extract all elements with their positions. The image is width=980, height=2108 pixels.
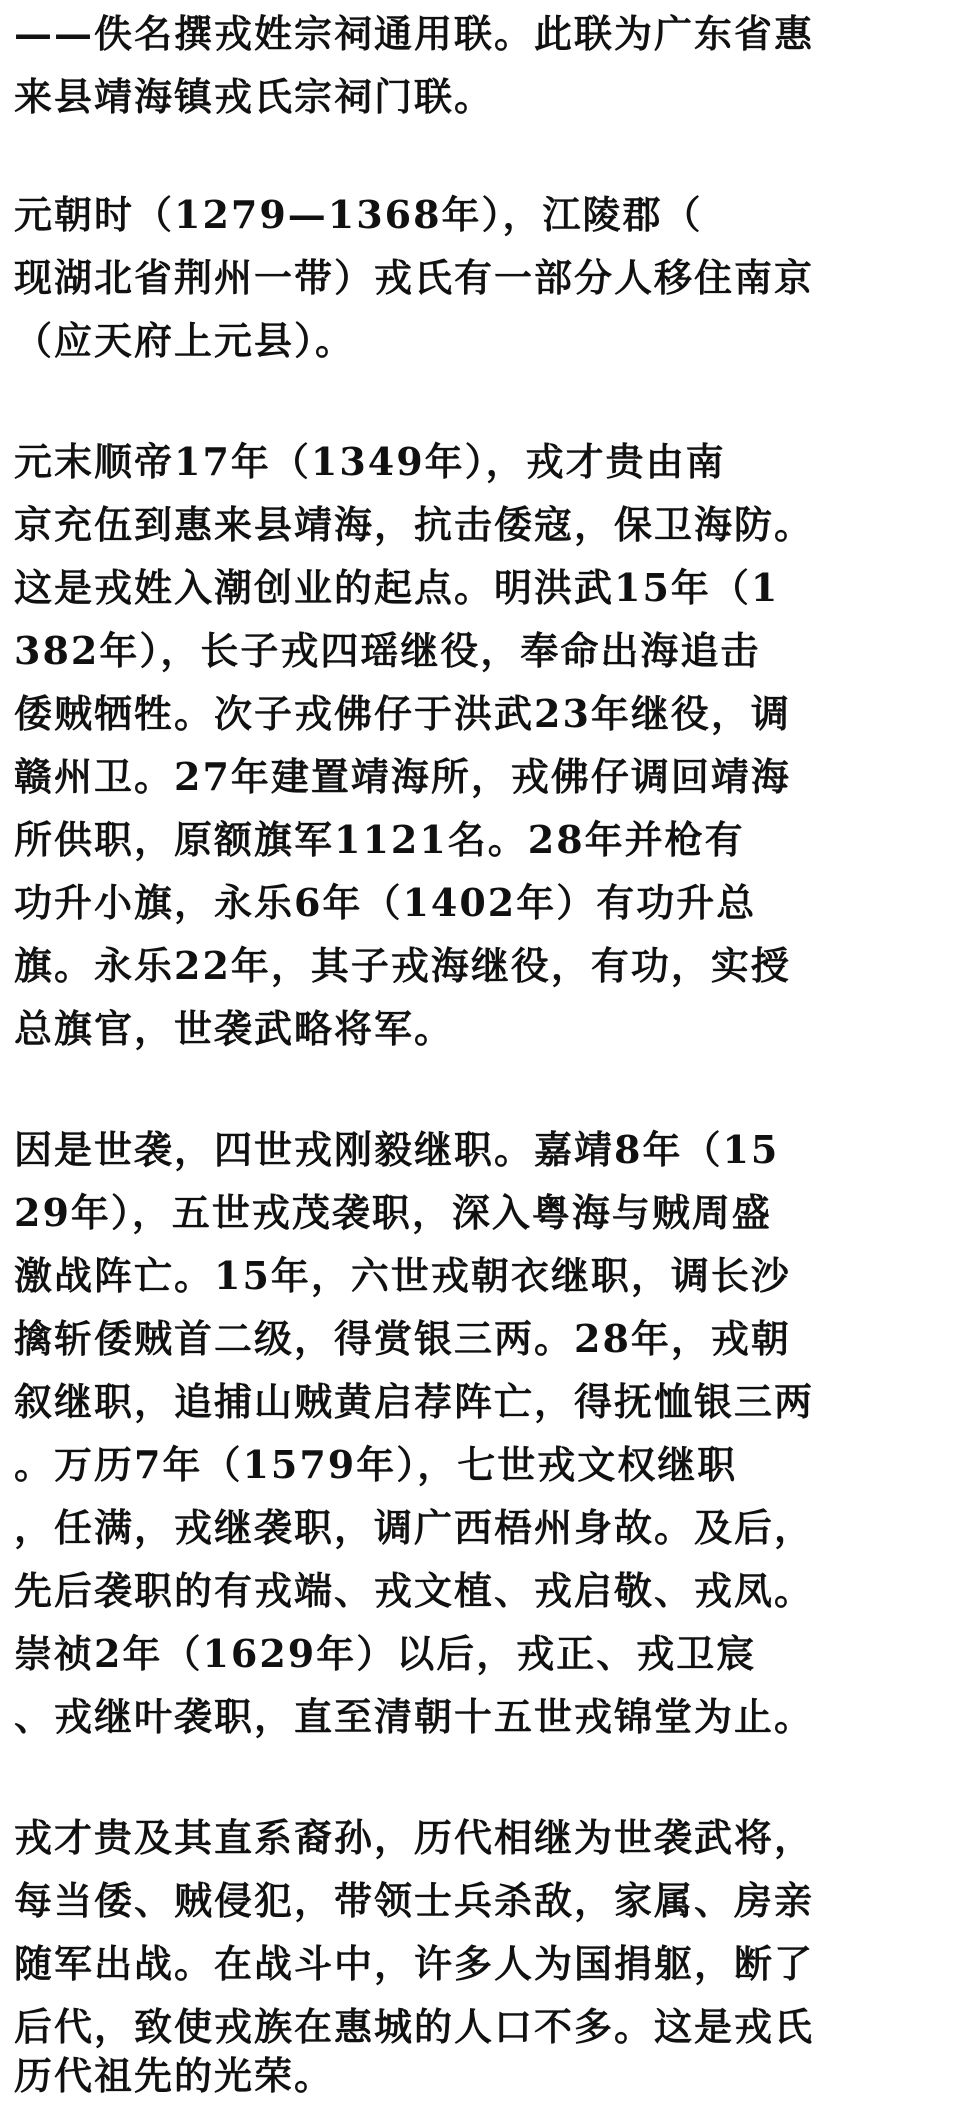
text-line: 戎才贵及其直系裔孙，历代相继为世袭武将， <box>14 1815 815 1860</box>
text-line: 赣州卫。27年建置靖海所，戎佛仔调回靖海 <box>14 754 791 799</box>
text-line: 元朝时（1279—1368年），江陵郡（ <box>14 192 703 237</box>
text-line: 先后袭职的有戎端、戎文植、戎启敬、戎凤。 <box>14 1568 815 1613</box>
text-line: 叙继职，追捕山贼黄启荐阵亡，得抚恤银三两 <box>14 1379 815 1424</box>
text-line: 每当倭、贼侵犯，带领士兵杀敌，家属、房亲 <box>14 1878 815 1923</box>
text-line: 功升小旗，永乐6年（1402年）有功升总 <box>14 880 757 925</box>
text-line: 因是世袭，四世戎刚毅继职。嘉靖8年（15 <box>14 1127 780 1172</box>
text-line: 历代祖先的光荣。 <box>14 2053 335 2098</box>
text-line: ，任满，戎继袭职，调广西梧州身故。及后， <box>14 1505 815 1550</box>
text-line: 旗。永乐22年，其子戎海继役，有功，实授 <box>14 943 791 988</box>
text-line: ——佚名撰戎姓宗祠通用联。此联为广东省惠 <box>14 11 815 56</box>
text-line: 京充伍到惠来县靖海，抗击倭寇，保卫海防。 <box>14 502 815 547</box>
text-line: 倭贼牺牲。次子戎佛仔于洪武23年继役，调 <box>14 691 791 736</box>
text-line: 现湖北省荆州一带）戎氏有一部分人移住南京 <box>14 255 815 300</box>
text-line: （应天府上元县）。 <box>14 318 356 363</box>
text-line: 激战阵亡。15年，六世戎朝衣继职，调长沙 <box>14 1253 791 1298</box>
text-line: 后代，致使戎族在惠城的人口不多。这是戎氏 <box>14 2004 815 2049</box>
text-line: 崇祯2年（1629年）以后，戎正、戎卫宸 <box>14 1631 757 1676</box>
text-line: 382年），长子戎四瑶继役，奉命出海追击 <box>14 628 761 673</box>
text-line: 。万历7年（1579年），七世戎文权继职 <box>14 1442 738 1487</box>
text-line: 这是戎姓入潮创业的起点。明洪武15年（1 <box>14 565 780 610</box>
text-line: 随军出战。在战斗中，许多人为国捐躯，断了 <box>14 1941 815 1986</box>
text-line: 来县靖海镇戎氏宗祠门联。 <box>14 74 495 119</box>
text-line: 、戎继叶袭职，直至清朝十五世戎锦堂为止。 <box>14 1694 815 1739</box>
text-line: 擒斩倭贼首二级，得赏银三两。28年，戎朝 <box>14 1316 791 1361</box>
text-line: 所供职，原额旗军1121名。28年并枪有 <box>14 817 745 862</box>
text-line: 总旗官，世袭武略将军。 <box>14 1006 455 1051</box>
text-line: 29年），五世戎茂袭职，深入粤海与贼周盛 <box>14 1190 772 1235</box>
text-line: 元末顺帝17年（1349年），戎才贵由南 <box>14 439 726 484</box>
